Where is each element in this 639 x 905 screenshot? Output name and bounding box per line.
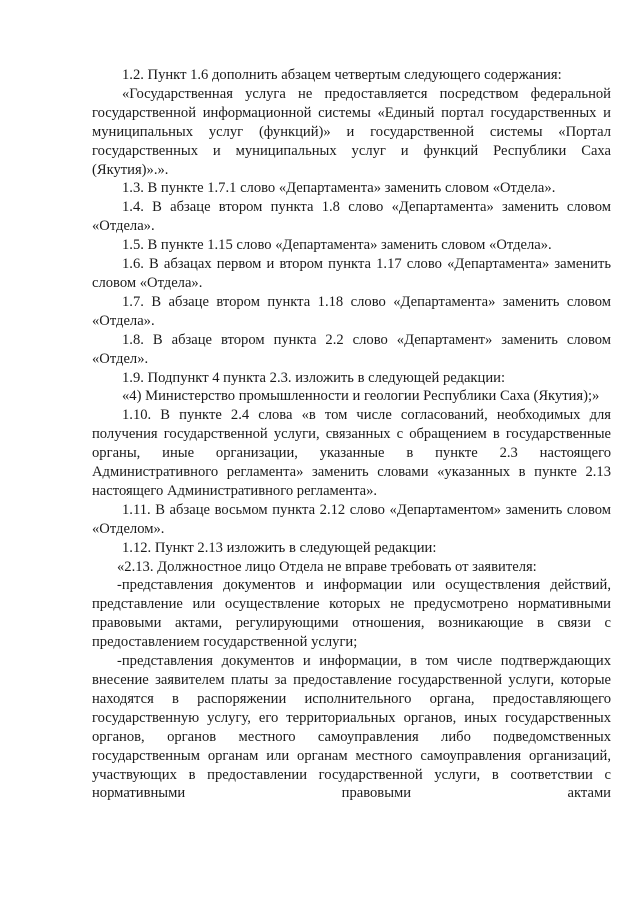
paragraph-2-13-quote: «2.13. Должностное лицо Отдела не вправе требовать от заявителя: [117,558,537,575]
paragraph-list-item-2: -представления документов и информации, в том числе подтверждающих внесение заявителем платы за предоставление государственной услуги, которые находятся в распоряжении исполнительного органа, предоставляющего государственную услугу, его территориальных органов, иных государственных органов, органов местного самоуправления либо подведомственных государственным органам или органам местного самоуправления организаций, участвующих в предоставлении государственной услуги, в соответствии с нормативными правовыми актами [92,653,611,802]
paragraph-1-9: 1.9. Подпункт 4 пункта 2.3. изложить в следующей редакции: [122,369,506,386]
paragraph-1-2: 1.2. Пункт 1.6 дополнить абзацем четвертым следующего содержания: [122,67,562,83]
document-body [92,66,611,803]
paragraph-1-10: 1.10. В пункте 2.4 слова «в том числе согласований, необходимых для получения государственной услуги, связанных с обращением в государственные органы, иные организации, указанные в пункте 2.3 настоящего Административного регламента» заменить словами «указанных в пункте 2.13 настоящего Административного регламента». [92,407,611,499]
paragraph-1-4: 1.4. В абзаце втором пункта 1.8 слово «Департамента» заменить словом «Отдела». [92,199,611,235]
paragraph-1-8: 1.8. В абзаце втором пункта 2.2 слово «Департамент» заменить словом «Отдел». [92,331,611,367]
paragraph-1-3: 1.3. В пункте 1.7.1 слово «Департамента» заменить словом «Отдела». [122,180,556,197]
paragraph-1-12: 1.12. Пункт 2.13 изложить в следующей редакции: [122,539,437,556]
paragraph-1-9-quote: «4) Министерство промышленности и геологии Республики Саха (Якутия);» [122,388,600,405]
paragraph-1-6: 1.6. В абзацах первом и втором пункта 1.17 слово «Департамента» заменить словом «Отдела». [92,256,611,291]
paragraph-1-2-quote: «Государственная услуга не предоставляется посредством федеральной государственной информационной системы «Единый портал государственных и муниципальных услуг (функций)» и государственной системы «Портал государственных и муниципальных услуг и функций Республики Саха (Якутия)».». [92,85,611,178]
paragraph-1-7: 1.7. В абзаце втором пункта 1.18 слово «Департамента» заменить словом «Отдела». [92,293,611,329]
paragraph-list-item-1: -представления документов и информации или осуществления действий, представление или осуществление которых не предусмотрено нормативными правовыми актами, регулирующими отношения, возникающие в связи с предоставлением государственной услуги; [92,577,611,651]
paragraph-1-5: 1.5. В пункте 1.15 слово «Департамента» заменить словом «Отдела». [122,237,552,254]
paragraph-1-11: 1.11. В абзаце восьмом пункта 2.12 слово «Департаментом» заменить словом «Отделом». [92,501,611,537]
